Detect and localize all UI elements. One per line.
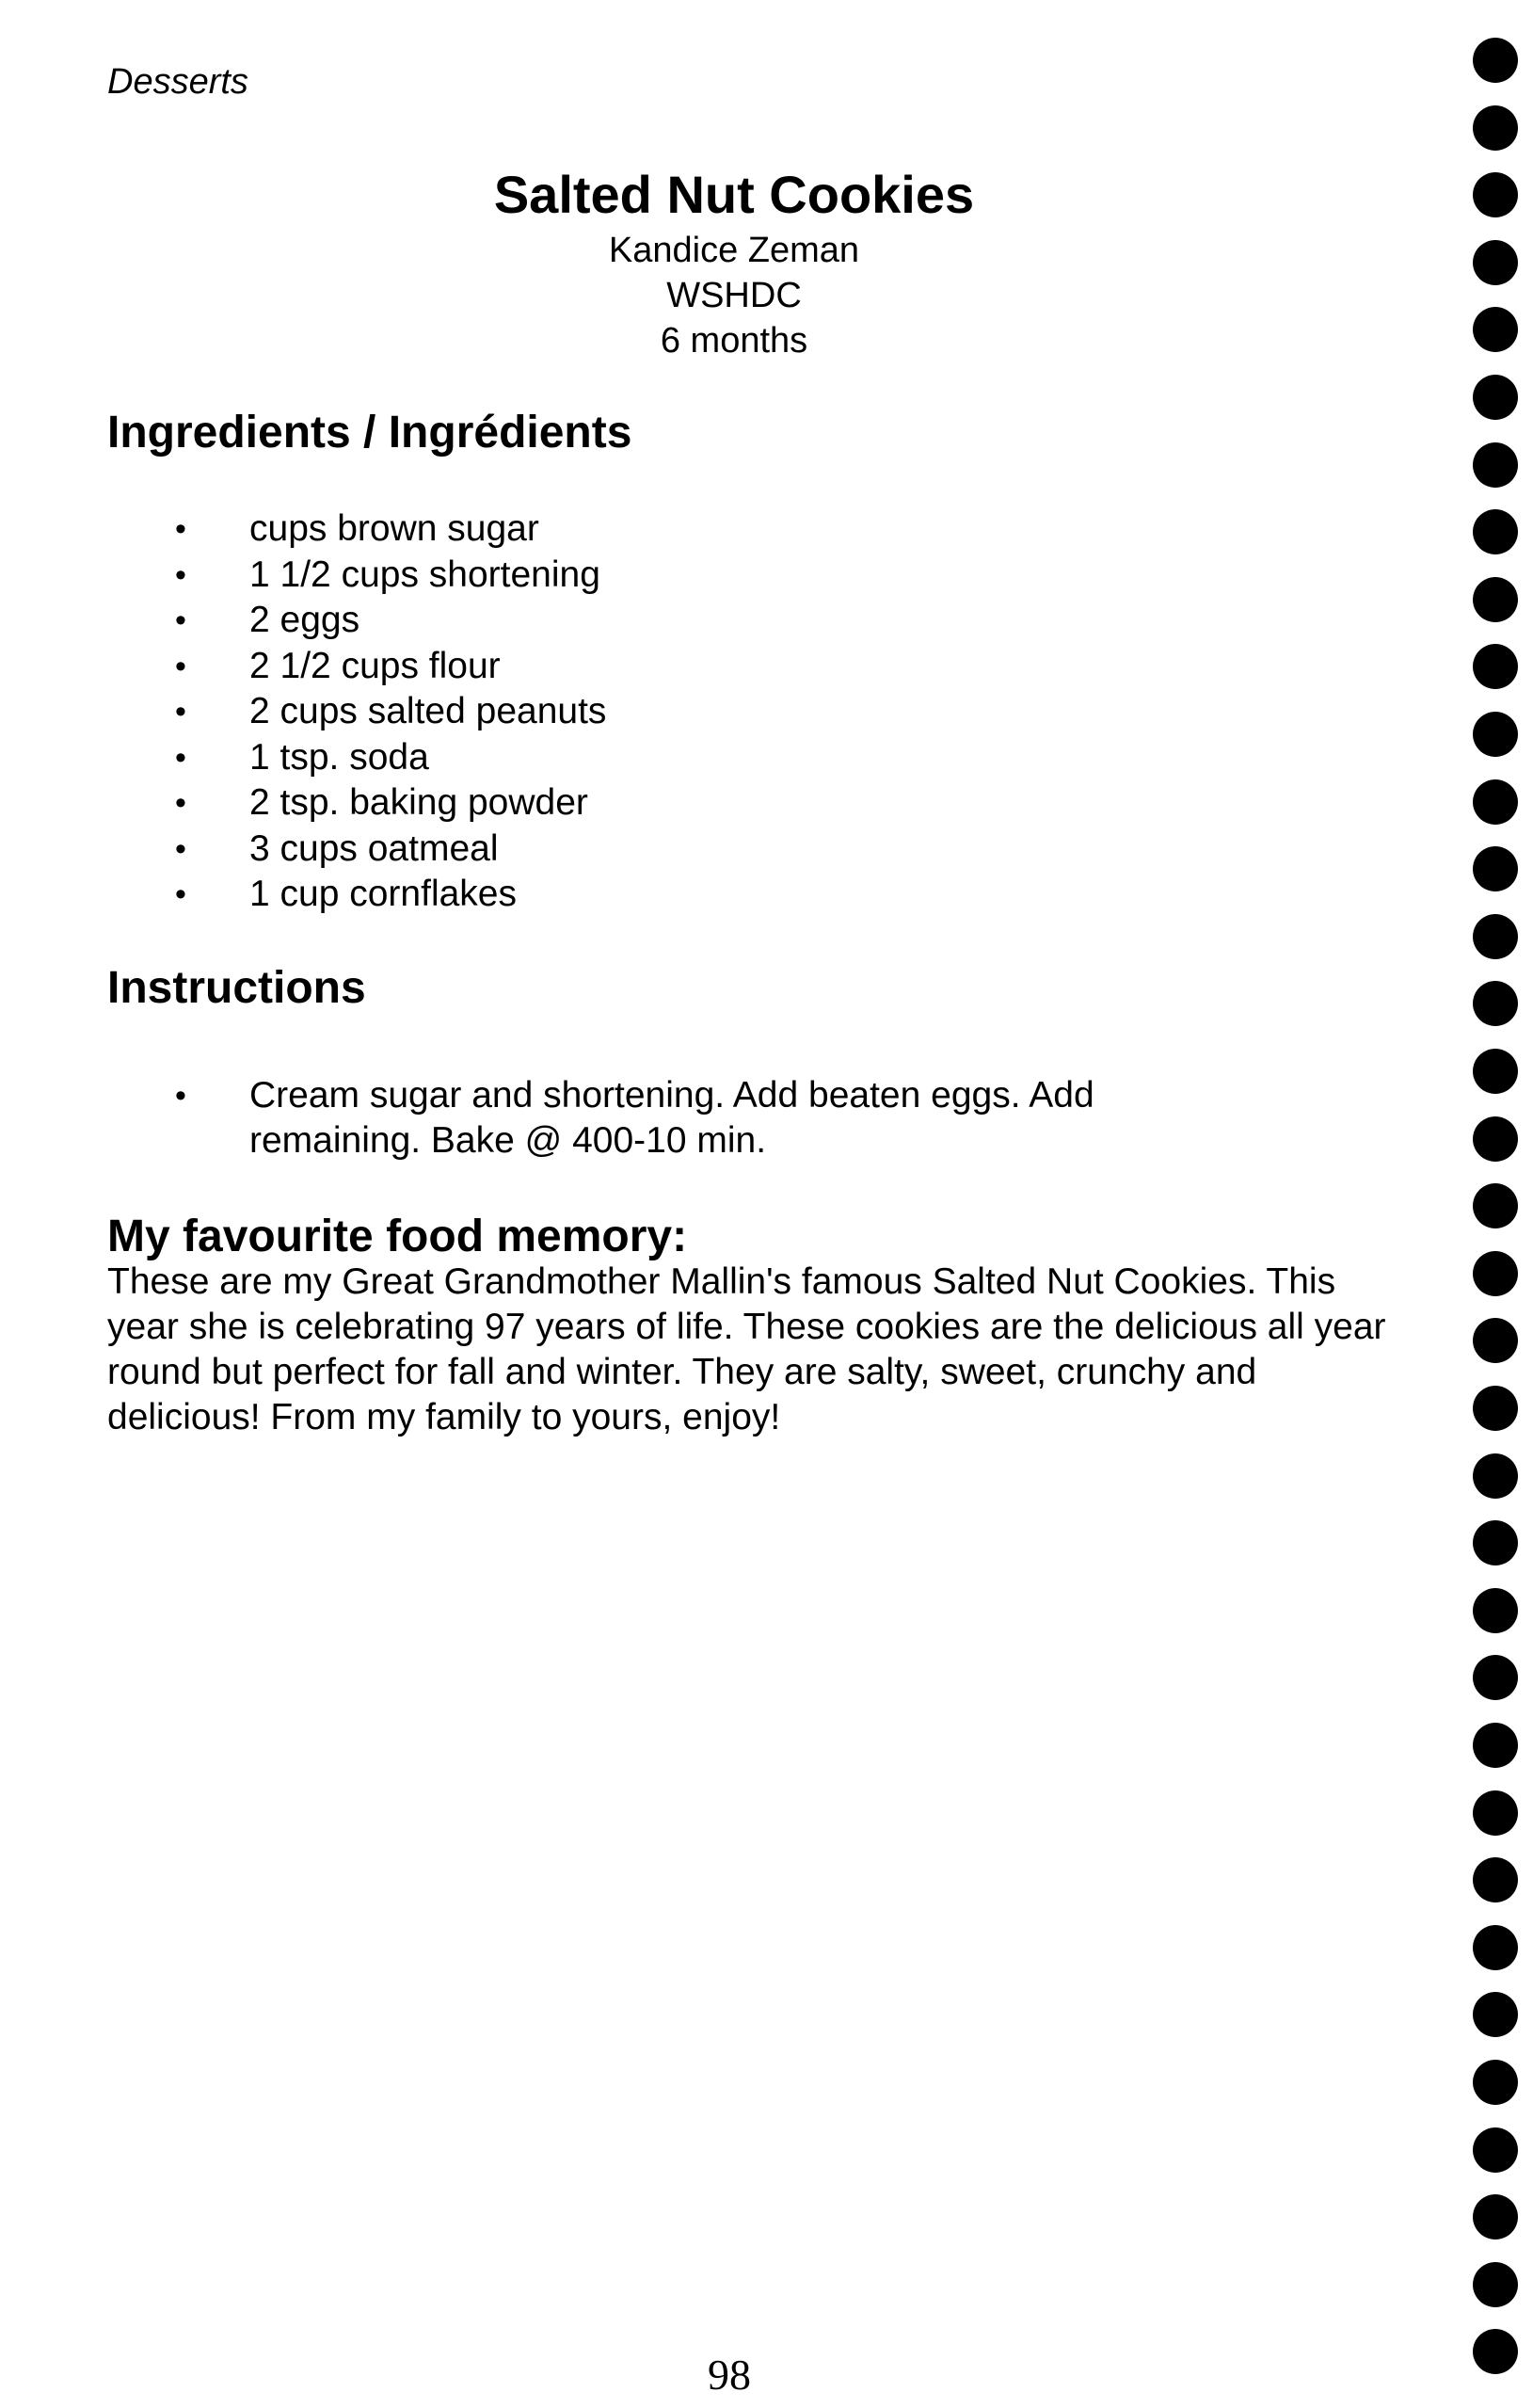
binding-hole-icon (1473, 307, 1518, 352)
spiral-binding (1468, 0, 1525, 2408)
bullet-icon: • (175, 739, 186, 776)
bullet-icon: • (175, 511, 186, 547)
memory-heading: My favourite food memory: (107, 1212, 688, 1261)
binding-hole-icon (1473, 779, 1518, 825)
binding-hole-icon (1473, 1857, 1518, 1902)
binding-hole-icon (1473, 846, 1518, 891)
binding-hole-icon (1473, 1183, 1518, 1228)
list-item: • 1 cup cornflakes (0, 872, 606, 918)
bullet-icon: • (175, 694, 186, 730)
bullet-icon: • (175, 648, 186, 684)
binding-hole-icon (1473, 1925, 1518, 1970)
binding-hole-icon (1473, 172, 1518, 217)
binding-hole-icon (1473, 375, 1518, 420)
binding-hole-icon (1473, 442, 1518, 488)
binding-hole-icon (1473, 509, 1518, 554)
binding-hole-icon (1473, 644, 1518, 689)
binding-hole-icon (1473, 2262, 1518, 2307)
bullet-icon: • (175, 876, 186, 912)
recipe-title: Salted Nut Cookies (493, 165, 975, 224)
list-item: • cups brown sugar (0, 506, 606, 553)
bullet-icon: • (175, 556, 186, 593)
ingredients-list (0, 506, 606, 918)
binding-hole-icon (1473, 2329, 1518, 2374)
binding-hole-icon (1473, 1049, 1518, 1094)
binding-hole-icon (1473, 1790, 1518, 1836)
list-item: • 2 1/2 cups flour (0, 644, 606, 690)
binding-hole-icon (1473, 1655, 1518, 1700)
binding-hole-icon (1473, 712, 1518, 757)
section-label: Desserts (107, 62, 248, 102)
binding-hole-icon (1473, 981, 1518, 1026)
binding-hole-icon (1473, 240, 1518, 285)
recipe-header (442, 162, 1026, 363)
instructions-heading: Instructions (107, 963, 366, 1013)
binding-hole-icon (1473, 2194, 1518, 2239)
binding-hole-icon (1473, 1116, 1518, 1162)
binding-hole-icon (1473, 914, 1518, 959)
bullet-icon: • (175, 1078, 186, 1114)
binding-hole-icon (1473, 2060, 1518, 2105)
bullet-icon: • (175, 602, 186, 638)
bullet-icon: • (175, 830, 186, 867)
binding-hole-icon (1473, 1520, 1518, 1565)
recipe-duration: 6 months (660, 321, 808, 361)
bullet-icon: • (175, 785, 186, 821)
list-item: • 2 tsp. baking powder (0, 780, 606, 827)
recipe-organization: WSHDC (666, 276, 802, 315)
instructions-list (0, 1073, 1190, 1164)
list-item: • 2 cups salted peanuts (0, 689, 606, 735)
recipe-author: Kandice Zeman (608, 231, 860, 270)
page-number: 98 (708, 2351, 751, 2399)
binding-hole-icon (1473, 1251, 1518, 1296)
binding-hole-icon (1473, 1318, 1518, 1363)
binding-hole-icon (1473, 1453, 1518, 1499)
binding-hole-icon (1473, 1992, 1518, 2037)
binding-hole-icon (1473, 1723, 1518, 1768)
binding-hole-icon (1473, 1588, 1518, 1633)
binding-hole-icon (1473, 38, 1518, 83)
list-item: • 1 1/2 cups shortening (0, 553, 606, 599)
binding-hole-icon (1473, 1386, 1518, 1431)
list-item: • 3 cups oatmeal (0, 827, 606, 873)
binding-hole-icon (1473, 105, 1518, 151)
binding-hole-icon (1473, 2127, 1518, 2173)
list-item: • 2 eggs (0, 598, 606, 644)
list-item: • Cream sugar and shortening. Add beaten eggs. Add remaining. Bake @ 400-10 min. (175, 1075, 1094, 1161)
ingredients-heading: Ingredients / Ingrédients (107, 408, 632, 458)
memory-text: These are my Great Grandmother Mallin's famous Salted Nut Cookies. This year she is celebrating 97 years of life. These cookies are the delicious all year round but perfect for fall and winter. They are salty, sweet, crunchy and delicious! From my family to yours, enjoy! (107, 1261, 1386, 1437)
binding-hole-icon (1473, 577, 1518, 622)
list-item: • 1 tsp. soda (0, 735, 606, 781)
